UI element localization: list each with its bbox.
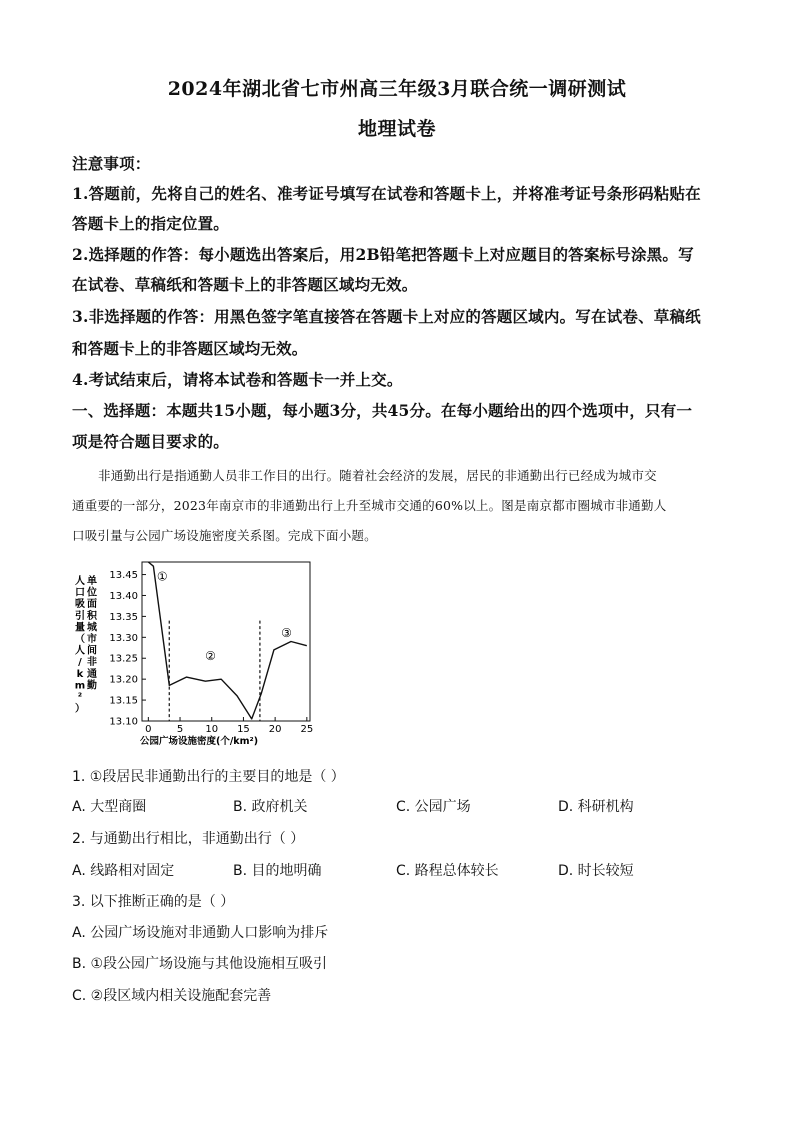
x-tick-label: 25 bbox=[300, 724, 314, 735]
y-axis-label-char: 吸 bbox=[75, 599, 85, 611]
x-tick-label: 0 bbox=[145, 724, 152, 735]
y-axis-label-char: （ bbox=[75, 634, 85, 645]
y-axis-label-char: 间 bbox=[87, 645, 97, 657]
x-axis-label: 公园广场设施密度(个/km²) bbox=[140, 736, 259, 747]
plot-frame bbox=[142, 562, 310, 721]
y-tick-label: 13.25 bbox=[109, 653, 138, 665]
y-axis-label-char: ² bbox=[77, 692, 83, 703]
y-tick-label: 13.35 bbox=[109, 611, 138, 623]
notice-line: 1.答题前，先将自己的姓名、准考证号填写在试卷和答题卡上，并将准考证号条形码粘贴在 bbox=[72, 184, 701, 203]
notice-line: 在试卷、草稿纸和答题卡上的非答题区域均无效。 bbox=[72, 275, 418, 294]
y-axis-label-char: m bbox=[74, 680, 86, 692]
y-tick-label: 13.10 bbox=[109, 716, 138, 728]
x-tick-label: 15 bbox=[237, 724, 250, 735]
q1-option-d[interactable]: D. 科研机构 bbox=[558, 799, 634, 815]
y-axis-label-char: 通 bbox=[87, 668, 97, 680]
y-tick-label: 13.20 bbox=[109, 674, 138, 686]
q1-option-b[interactable]: B. 政府机关 bbox=[233, 799, 308, 815]
question-3-stem: 3. 以下推断正确的是（ ） bbox=[72, 894, 235, 910]
y-axis-label-char: 人 bbox=[75, 576, 85, 587]
q3-option-b[interactable]: B. ①段公园广场设施与其他设施相互吸引 bbox=[72, 956, 328, 972]
y-axis-label-char: 单 bbox=[87, 576, 97, 587]
q2-option-c[interactable]: C. 路程总体较长 bbox=[396, 863, 499, 879]
segment-label: ③ bbox=[281, 626, 292, 641]
question-1-stem: 1. ①段居民非通勤出行的主要目的地是（ ） bbox=[72, 769, 345, 785]
section-heading-cont: 项是符合题目要求的。 bbox=[72, 432, 230, 451]
segment-label: ② bbox=[205, 649, 216, 664]
section-heading: 一、选择题：本题共15小题，每小题3分，共45分。在每小题给出的四个选项中，只有一 bbox=[72, 401, 693, 420]
notice-line: 3.非选择题的作答：用黑色签字笔直接答在答题卡上对应的答题区域内。写在试卷、草稿纸 bbox=[72, 307, 701, 326]
y-tick-label: 13.45 bbox=[109, 570, 138, 582]
data-line bbox=[148, 562, 306, 719]
y-tick-label: 13.30 bbox=[109, 632, 138, 644]
notice-line: 答题卡上的指定位置。 bbox=[72, 214, 230, 233]
y-axis-label-char: k bbox=[76, 668, 84, 680]
y-tick-label: 13.15 bbox=[109, 695, 138, 707]
q2-option-b[interactable]: B. 目的地明确 bbox=[233, 863, 322, 879]
line-chart bbox=[72, 558, 332, 750]
y-axis-label-char: 城 bbox=[87, 622, 97, 634]
x-tick-label: 10 bbox=[205, 724, 219, 735]
q2-option-d[interactable]: D. 时长较短 bbox=[558, 863, 634, 879]
y-axis-label-char: ） bbox=[75, 703, 85, 715]
q1-option-a[interactable]: A. 大型商圈 bbox=[72, 799, 147, 815]
segment-label: ① bbox=[156, 569, 168, 584]
y-axis-label-char: 引 bbox=[75, 610, 85, 622]
y-axis-label-char: 量 bbox=[75, 622, 85, 634]
q3-option-c[interactable]: C. ②段区域内相关设施配套完善 bbox=[72, 988, 272, 1004]
q3-option-a[interactable]: A. 公园广场设施对非通勤人口影响为排斥 bbox=[72, 925, 329, 941]
y-axis-label-char: 勤 bbox=[87, 680, 97, 692]
y-axis-label-char: 市 bbox=[87, 634, 97, 645]
notice-line: 4.考试结束后，请将本试卷和答题卡一并上交。 bbox=[72, 370, 403, 389]
y-axis-label-char: 口 bbox=[75, 587, 85, 599]
notice-line: 2.选择题的作答：每小题选出答案后，用2B铅笔把答题卡上对应题目的答案标号涂黑。写 bbox=[72, 245, 694, 264]
notice-heading: 注意事项： bbox=[72, 154, 151, 173]
y-axis-label-char: 面 bbox=[87, 599, 97, 611]
y-tick-label: 13.40 bbox=[109, 590, 138, 602]
passage-line: 口吸引量与公园广场设施密度关系图。完成下面小题。 bbox=[72, 528, 377, 543]
exam-subtitle: 地理试卷 bbox=[357, 118, 436, 140]
q1-option-c[interactable]: C. 公园广场 bbox=[396, 799, 471, 815]
passage-line: 非通勤出行是指通勤人员非工作目的出行。随着社会经济的发展，居民的非通勤出行已经成为城市交 bbox=[98, 468, 657, 483]
x-tick-label: 20 bbox=[268, 724, 282, 735]
question-2-stem: 2. 与通勤出行相比，非通勤出行（ ） bbox=[72, 831, 305, 847]
exam-title: 2024年湖北省七市州高三年级3月联合统一调研测试 bbox=[167, 78, 627, 100]
y-axis-label-char: 位 bbox=[87, 587, 97, 599]
notice-line: 和答题卡上的非答题区域均无效。 bbox=[72, 339, 308, 358]
y-axis-label-char: 非 bbox=[87, 657, 97, 669]
y-axis-label-char: / bbox=[78, 657, 82, 669]
y-axis-label-char: 人 bbox=[75, 645, 85, 657]
x-tick-label: 5 bbox=[176, 724, 184, 735]
q2-option-a[interactable]: A. 线路相对固定 bbox=[72, 863, 175, 879]
passage-line: 通重要的一部分，2023年南京市的非通勤出行上升至城市交通的60%以上。图是南京都市圈城市非通勤人 bbox=[72, 498, 667, 513]
y-axis-label-char: 积 bbox=[87, 610, 97, 622]
